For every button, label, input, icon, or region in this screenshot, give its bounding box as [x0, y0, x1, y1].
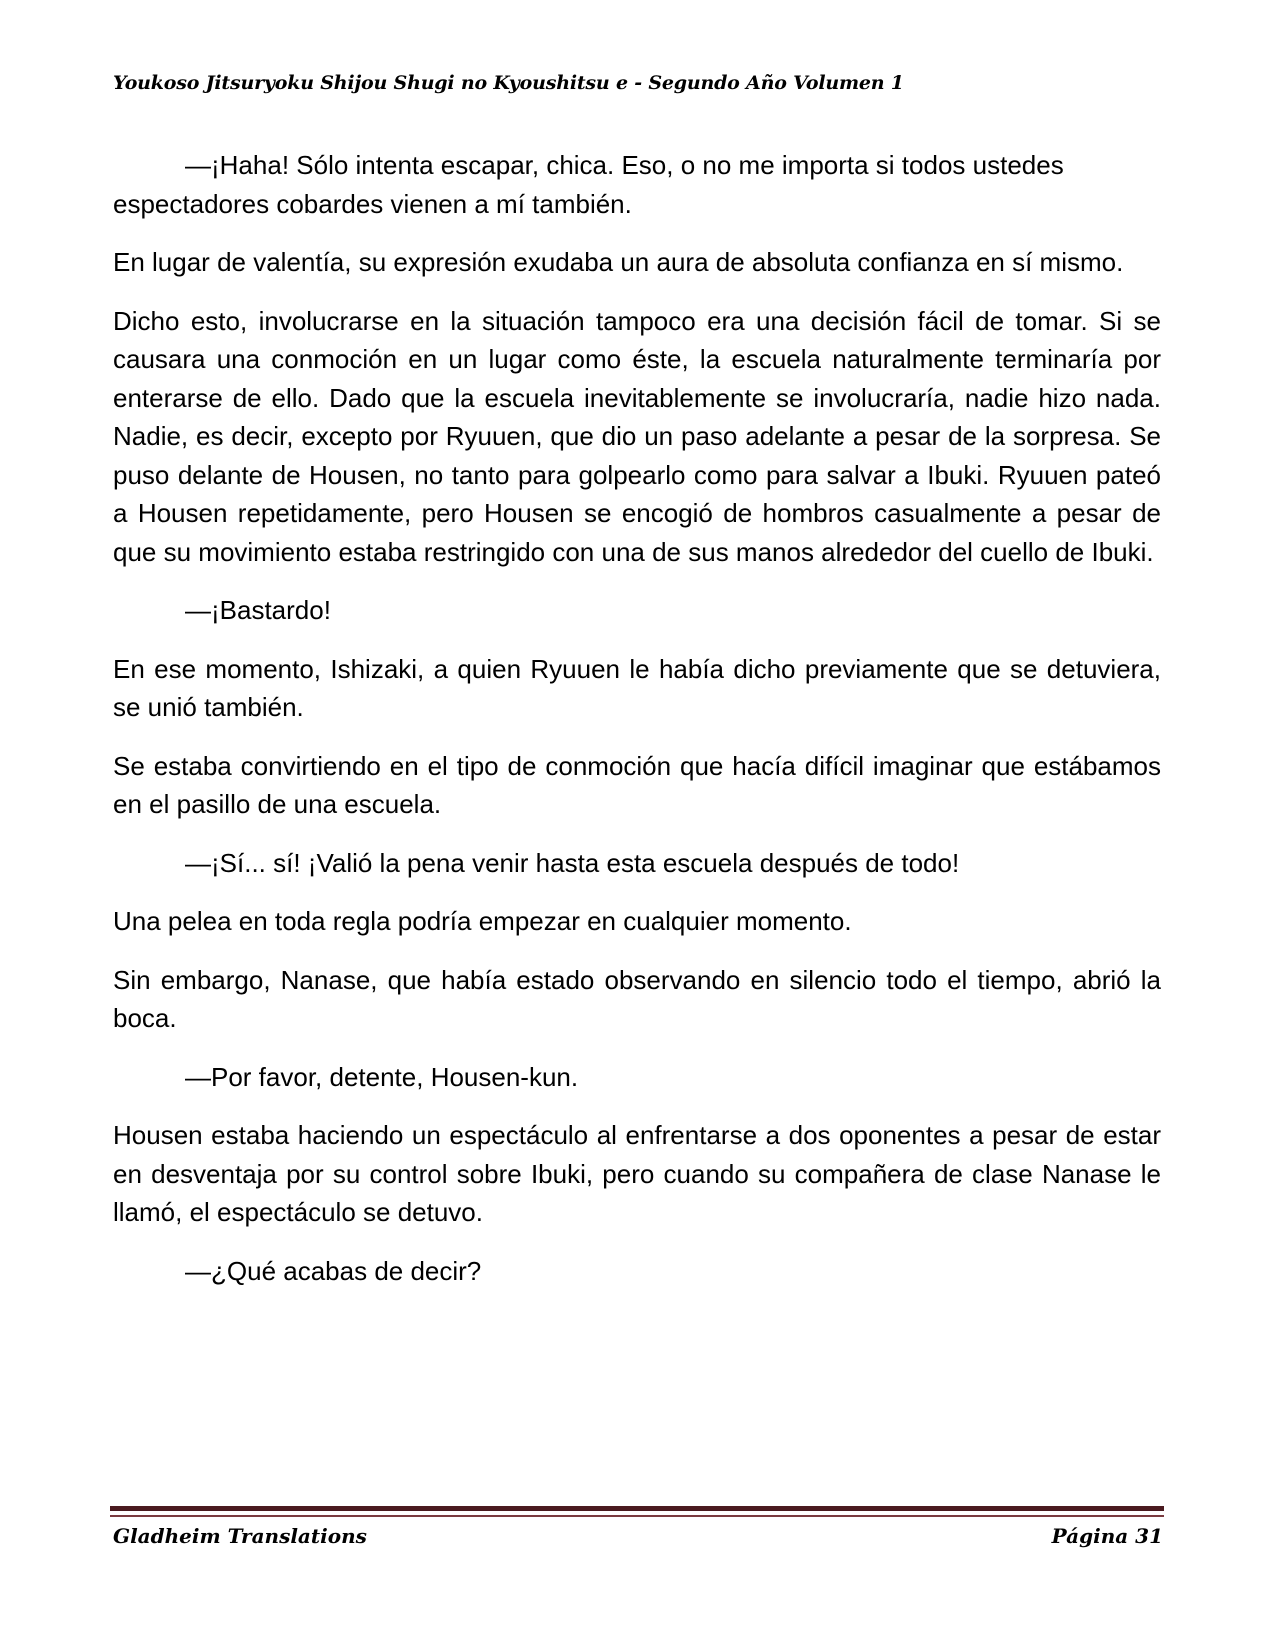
paragraph: Housen estaba haciendo un espectáculo al enfrentarse a dos oponentes a pesar de estar en desventaja por su control sobre Ibuki, pero cuando su compañera de clase Nanase le llamó, el espectáculo se detuvo.	[113, 1120, 1161, 1227]
running-header-title: Youkoso Jitsuryoku Shijou Shugi no Kyoushitsu e - Segundo Año Volumen 1	[113, 72, 904, 94]
paragraph: Se estaba convirtiendo en el tipo de conmoción que hacía difícil imaginar que estábamos en el pasillo de una escuela.	[113, 750, 1161, 819]
paragraph-dialog: —¡Haha! Sólo intenta escapar, chica. Eso, o no me importa si todos ustedes espectadores cobardes vienen a mí también.	[113, 150, 1064, 219]
footer-divider-thin	[110, 1515, 1164, 1517]
paragraph-dialog: —Por favor, detente, Housen-kun.	[185, 1061, 579, 1092]
page-number: Página 31	[1051, 1524, 1163, 1548]
paragraph-dialog: —¿Qué acabas de decir?	[185, 1255, 482, 1286]
paragraph: Una pelea en toda regla podría empezar en cualquier momento.	[113, 906, 852, 936]
page-body	[113, 146, 1161, 1310]
paragraph-dialog: —¡Sí... sí! ¡Valió la pena venir hasta esta escuela después de todo!	[185, 847, 960, 878]
footer-divider	[110, 1506, 1164, 1511]
paragraph: Sin embargo, Nanase, que había estado observando en silencio todo el tiempo, abrió la boca.	[113, 964, 1161, 1033]
paragraph-dialog: —¡Bastardo!	[185, 595, 331, 625]
paragraph: En lugar de valentía, su expresión exudaba un aura de absoluta confianza en sí mismo.	[113, 247, 1124, 277]
footer-credit: Gladheim Translations	[113, 1524, 367, 1548]
paragraph: En ese momento, Ishizaki, a quien Ryuuen le había dicho previamente que se detuviera, se unió también.	[113, 653, 1161, 722]
paragraph: Dicho esto, involucrarse en la situación tampoco era una decisión fácil de tomar. Si se causara una conmoción en un lugar como éste, la escuela naturalmente terminaría por enterarse de ello. Dado que la escuela inevitablemente se involucraría, nadie hizo nada. Nadie, es decir, excepto por Ryuuen, que dio un paso adelante a pesar de la sorpresa. Se puso delante de Housen, no tanto para golpearlo como para salvar a Ibuki. Ryuuen pateó a Housen repetidamente, pero Housen se encogió de hombros casualmente a pesar de que su movimiento estaba restringido con una de sus manos alrededor del cuello de Ibuki.	[113, 305, 1161, 567]
